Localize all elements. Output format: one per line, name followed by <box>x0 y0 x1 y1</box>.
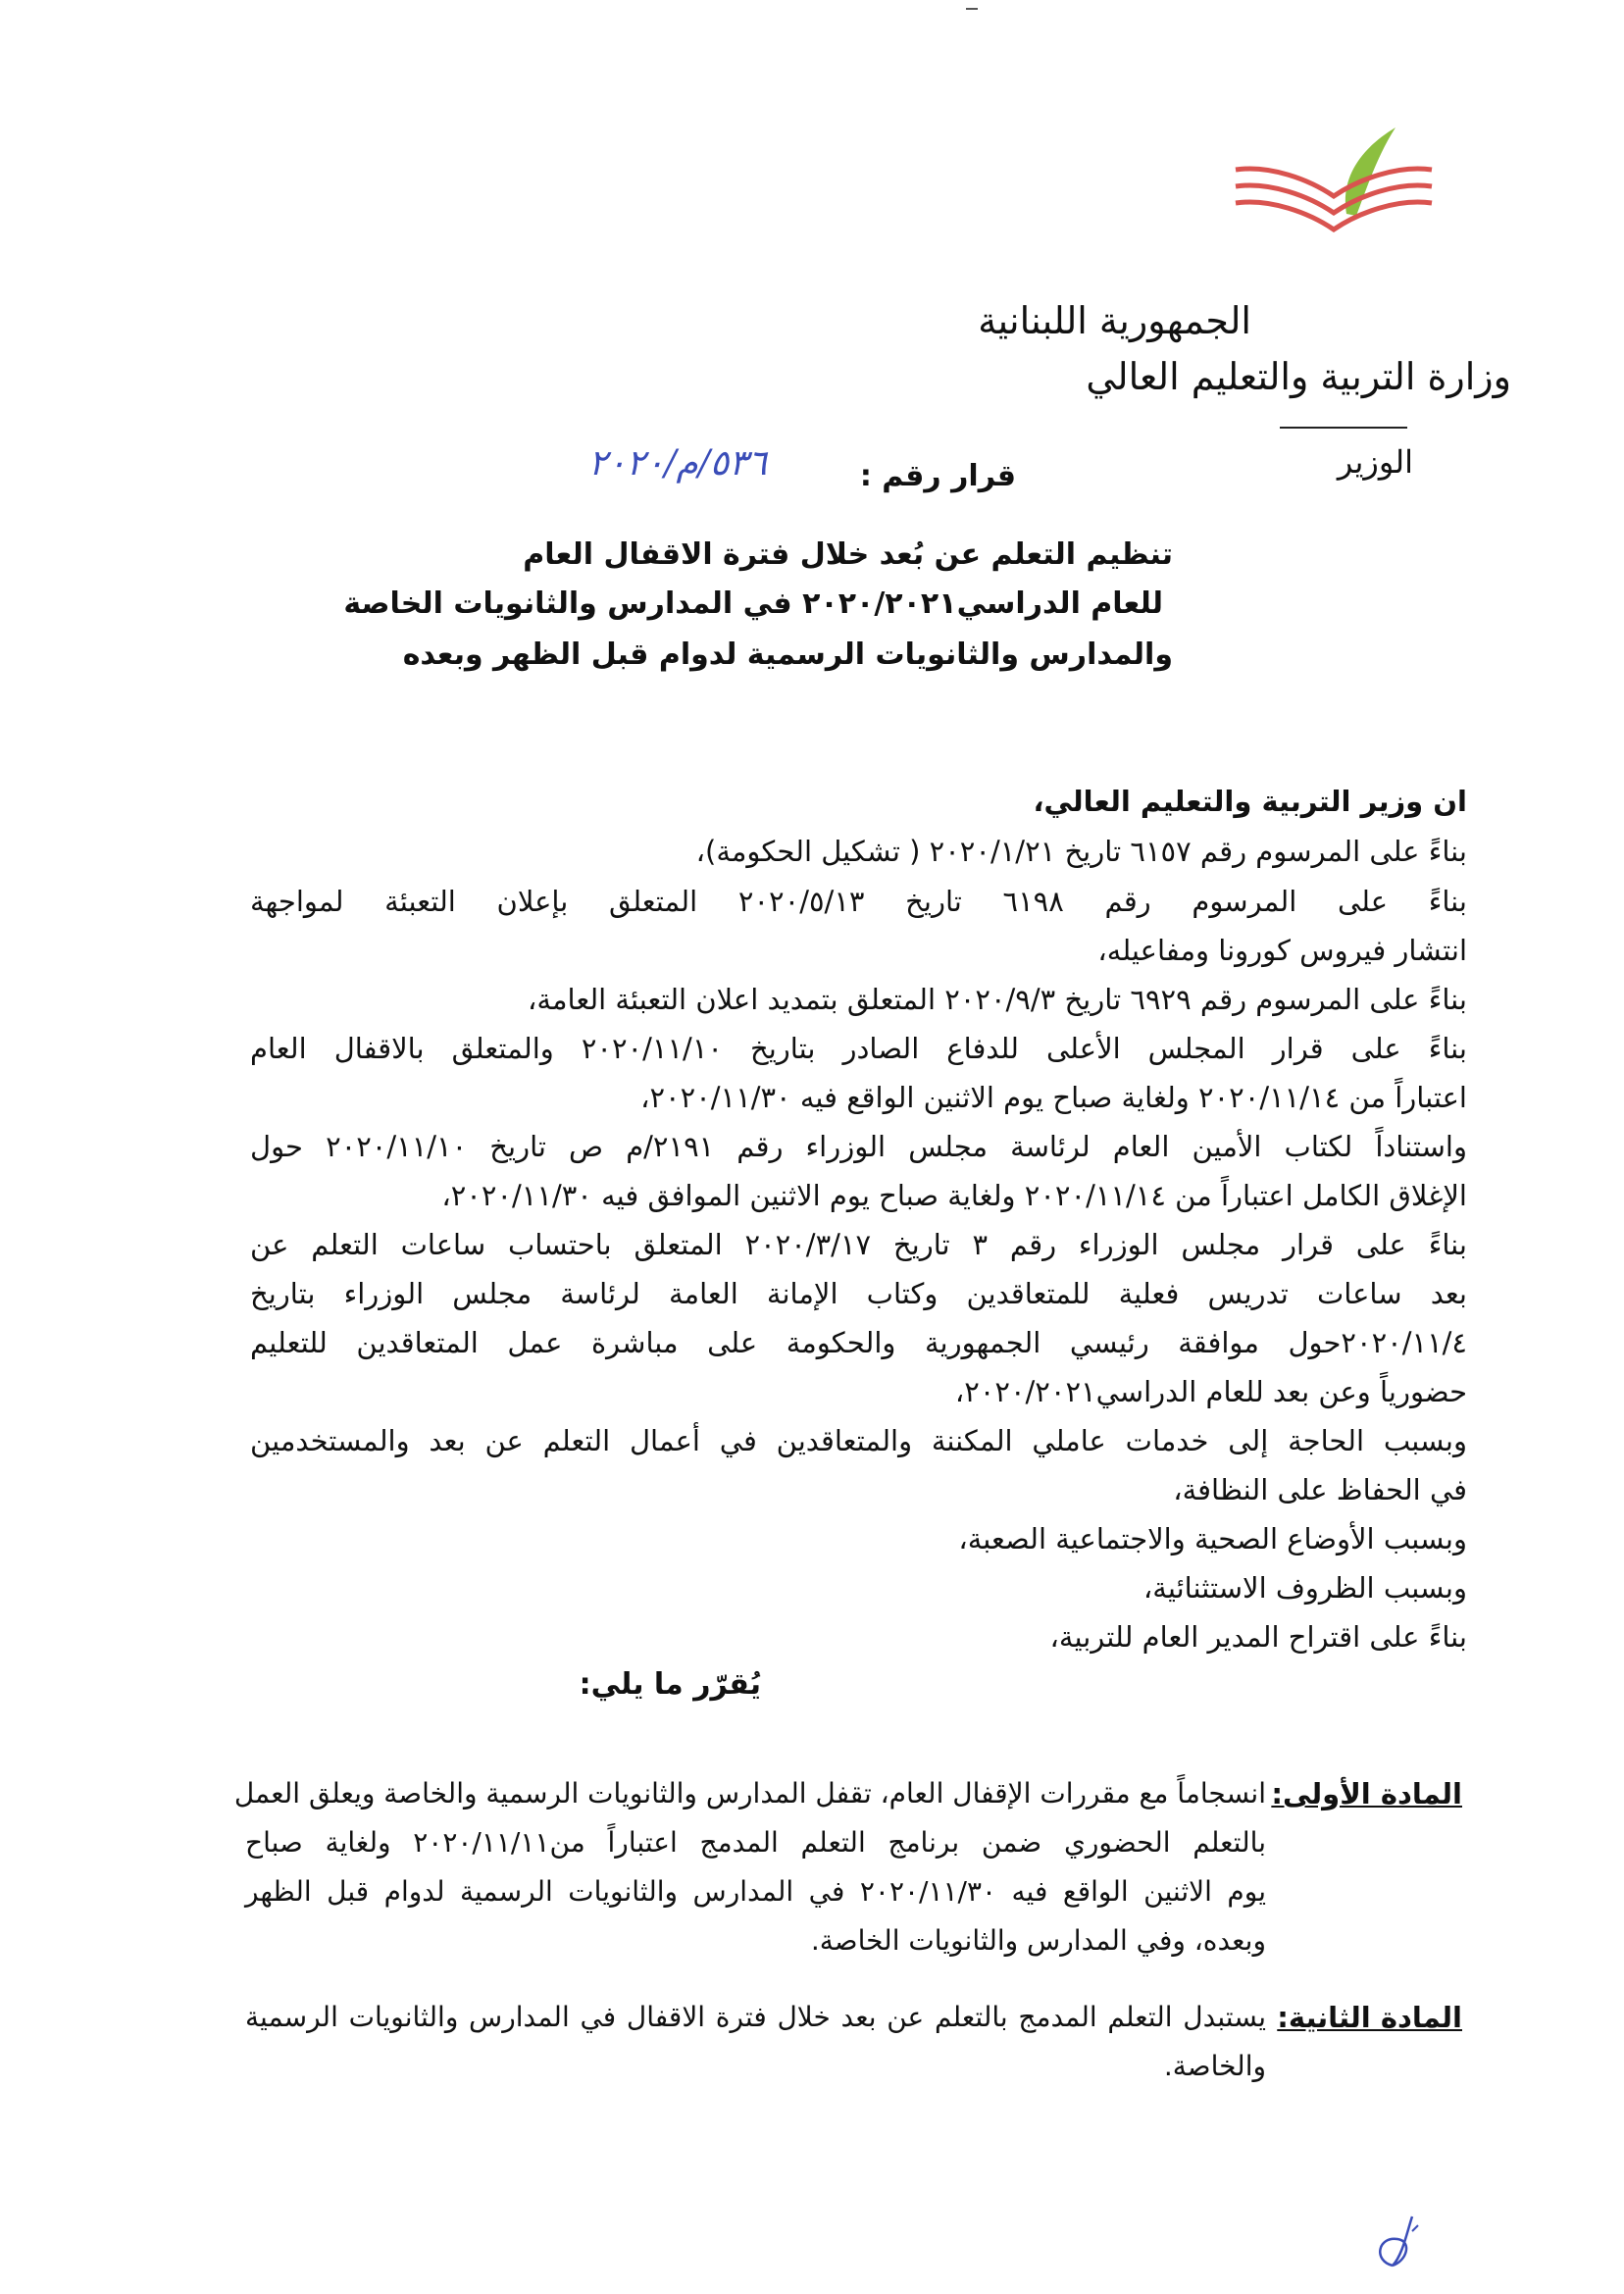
article-1-line: بالتعلم الحضوري ضمن برنامج التعلم المدمج اعتباراً من٢٠٢٠/١١/١١ ولغاية صباح <box>245 1826 1266 1859</box>
body-line: انتشار فيروس كورونا ومفاعيله، <box>1097 934 1467 967</box>
logo-book-line-1 <box>1236 169 1432 196</box>
body-line: وبسبب الحاجة إلى خدمات عاملي المكننة والمتعاقدين في أعمال التعلم عن بعد والمستخدمين <box>250 1424 1467 1457</box>
decision-number: ٥٣٦/م/٢٠٢٠ <box>588 443 767 484</box>
page-edge-mark <box>966 8 978 10</box>
body-line: وبسبب الظروف الاستثنائية، <box>1142 1571 1467 1605</box>
decision-label: قرار رقم : <box>859 459 1016 493</box>
article-1-line: يوم الاثنين الواقع فيه ٢٠٢٠/١١/٣٠ في المدارس والثانويات الرسمية لدوام قبل الظهر <box>245 1875 1266 1908</box>
article-2-label: المادة الثانية: <box>1277 2001 1462 2034</box>
article-1-label: المادة الأولى: <box>1271 1777 1462 1810</box>
title-line: والمدارس والثانويات الرسمية لدوام قبل الظهر وبعده <box>402 637 1173 672</box>
article-1-line: انسجاماً مع مقررات الإقفال العام، تقفل المدارس والثانويات الرسمية والخاصة ويعلق العمل <box>233 1777 1266 1810</box>
body-line: حضورياً وعن بعد للعام الدراسي٢٠٢٠/٢٠٢١، <box>954 1375 1467 1408</box>
body-line: بعد ساعات تدريس فعلية للمتعاقدين وكتاب الإمانة العامة لرئاسة مجلس الوزراء بتاريخ <box>250 1277 1467 1310</box>
header-divider <box>1280 427 1407 429</box>
decides-heading: يُقرّر ما يلي: <box>579 1667 761 1702</box>
body-line: وبسبب الأوضاع الصحية والاجتماعية الصعبة، <box>958 1522 1467 1555</box>
title-line: للعام الدراسي٢٠٢٠/٢٠٢١ في المدارس والثانويات الخاصة <box>343 586 1163 621</box>
body-line: بناءً على قرار مجلس الوزراء رقم ٣ تاريخ ٢٠٢٠/٣/١٧ المتعلق باحتساب ساعات التعلم عن <box>250 1228 1468 1261</box>
body-line: اعتباراً من ٢٠٢٠/١١/١٤ ولغاية صباح يوم الاثنين الواقع فيه ٢٠٢٠/١١/٣٠، <box>640 1081 1467 1114</box>
minister-office: الوزير <box>1337 443 1413 481</box>
article-2-line: والخاصة. <box>1163 2050 1266 2082</box>
article-2-line: يستبدل التعلم المدمج بالتعلم عن بعد خلال فترة الاقفال في المدارس والثانويات الرسمية <box>245 2001 1266 2033</box>
ministry-logo <box>1231 126 1437 243</box>
initials-signature <box>1363 2212 1432 2280</box>
body-line: بناءً على قرار المجلس الأعلى للدفاع الصادر بتاريخ ٢٠٢٠/١١/١٠ والمتعلق بالاقفال العام <box>250 1032 1468 1065</box>
republic-name: الجمهورية اللبنانية <box>978 299 1251 342</box>
body-line: واستناداً لكتاب الأمين العام لرئاسة مجلس الوزراء رقم ٢١٩١/م ص تاريخ ٢٠٢٠/١١/١٠ حول <box>250 1130 1467 1163</box>
body-line: بناءً على اقتراح المدير العام للتربية، <box>1049 1620 1467 1654</box>
body-line: ٢٠٢٠/١١/٤حول موافقة رئيسي الجمهورية والحكومة على مباشرة عمل المتعاقدين للتعليم <box>250 1326 1467 1359</box>
body-line: بناءً على المرسوم رقم ٦٩٢٩ تاريخ ٢٠٢٠/٩/٣ المتعلق بتمديد اعلان التعبئة العامة، <box>528 983 1467 1016</box>
body-line: في الحفاظ على النظافة، <box>1173 1473 1467 1506</box>
body-line: بناءً على المرسوم رقم ٦١٥٧ تاريخ ٢٠٢٠/١/٢١ ( تشكيل الحكومة)، <box>695 835 1467 868</box>
body-line: ان وزير التربية والتعليم العالي، <box>1033 785 1467 818</box>
title-line: تنظيم التعلم عن بُعد خلال فترة الاقفال العام <box>523 537 1173 572</box>
article-1-line: وبعده، وفي المدارس والثانويات الخاصة. <box>810 1924 1266 1957</box>
body-line: بناءً على المرسوم رقم ٦١٩٨ تاريخ ٢٠٢٠/٥/١٣ المتعلق بإعلان التعبئة لمواجهة <box>250 885 1467 918</box>
body-line: الإغلاق الكامل اعتباراً من ٢٠٢٠/١١/١٤ ولغاية صباح يوم الاثنين الموافق فيه ٢٠٢٠/١١/٣٠، <box>441 1179 1467 1212</box>
ministry-name: وزارة التربية والتعليم العالي <box>1086 355 1511 398</box>
